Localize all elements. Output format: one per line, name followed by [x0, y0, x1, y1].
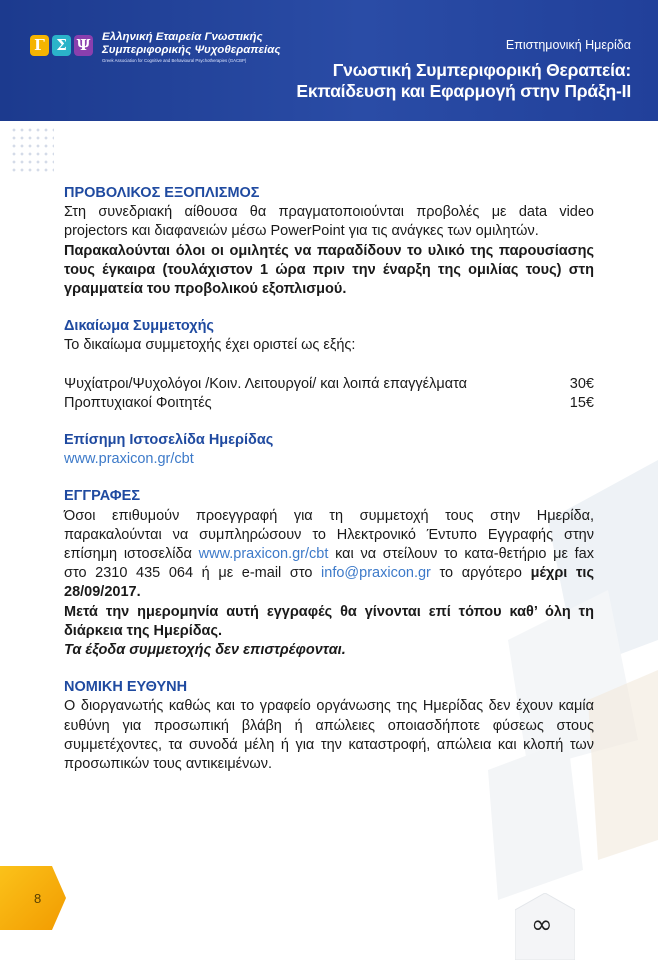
- page-content: [64, 184, 594, 792]
- spacer: [64, 356, 594, 375]
- logo-letter-gamma: Γ: [30, 35, 49, 56]
- org-name-english: Greek Association for Cognitive and Behavioural Psychotherapies (GACBP): [102, 58, 247, 63]
- website-heading: Επίσημη Ιστοσελίδα Ημερίδας: [64, 432, 274, 449]
- decorative-dot-grid: [10, 126, 54, 174]
- registration-text-part1: Όσοι επιθυμούν προεγγραφή για τη συμμετοχή τους στην Ημερίδα, παρακαλούνται να συμπληρώσουν το Ηλεκτρονικό Έντυπο Εγγραφής στην επίσημη ιστοσελίδα: [64, 507, 594, 563]
- event-title-line2: Εκπαίδευση και Εφαρμογή στην Πράξη-ΙΙ: [296, 81, 631, 101]
- registration-text-part3: το αργότερο: [430, 565, 531, 582]
- page-number: 8: [34, 891, 42, 906]
- logo-letter-sigma: Σ: [52, 35, 71, 56]
- fee-amount: 30€: [569, 375, 594, 392]
- registration-email-link[interactable]: info@praxicon.gr: [321, 565, 431, 582]
- org-name-line1: Ελληνική Εταιρεία Γνωστικής: [102, 31, 263, 43]
- page-tab-shape: [0, 866, 66, 930]
- registration-text-part2: και να στείλουν το κατα-θετήριο με fax στο 2310 435 064 ή με e-mail στο: [64, 546, 594, 582]
- projection-text: Στη συνεδριακή αίθουσα θα πραγματοποιούνται προβολές με data video projectors και διαφανειών μέσω PowerPoint για τις ανάγκες των ομιλητών.: [64, 204, 594, 240]
- fee-amount: 15€: [569, 394, 594, 411]
- event-type: Επιστημονική Ημερίδα: [505, 38, 631, 52]
- fee-row: [64, 394, 594, 413]
- registration-text: [64, 507, 594, 603]
- liability-heading: ΝΟΜΙΚΗ ΕΥΘΥΝΗ: [64, 679, 188, 696]
- registration-deadline: μέχρι τις 28/09/2017.: [64, 565, 594, 601]
- registration-heading: ΕΓΓΡΑΦΕΣ: [64, 488, 141, 505]
- organization-logo: [30, 35, 93, 56]
- org-name-line2: Συμπεριφορικής Ψυχοθεραπείας: [102, 44, 281, 56]
- event-heading: [296, 38, 631, 102]
- section-registration: [64, 487, 594, 660]
- section-website: [64, 431, 594, 469]
- projection-bold-text: Παρακαλούνται όλοι οι ομιλητές να παραδίδουν το υλικό της παρουσίασης τους έγκαιρα (τουλάχιστον 1 ώρα πριν την έναρξη της ομιλίας τους) στη γραμματεία του προβολικού εξοπλισμού.: [64, 242, 594, 298]
- registration-website-link[interactable]: www.praxicon.gr/cbt: [198, 546, 329, 563]
- page-number-tab: [0, 866, 66, 930]
- website-link[interactable]: www.praxicon.gr/cbt: [64, 451, 194, 468]
- organization-name: [102, 31, 280, 64]
- section-fees: [64, 317, 594, 413]
- liability-text: Ο διοργανωτής καθώς και το γραφείο οργάνωσης της Ημερίδας δεν έχουν καμία ευθύνη για προσωπική βλάβη ή απώλειες οποιασδήποτε φύσεως στους συμμετέχοντες, τα συνοδά μέλη ή για την καταστροφή, απώλεια και κλοπή των προσωπικών τους αντικειμένων.: [64, 698, 594, 773]
- section-projection: [64, 184, 594, 299]
- section-liability: [64, 678, 594, 774]
- fee-label: Ψυχίατροι/Ψυχολόγοι /Κοιν. Λειτουργοί/ και λοιπά επαγγέλματα: [64, 375, 468, 392]
- fees-intro: Το δικαίωμα συμμετοχής έχει οριστεί ως εξής:: [64, 337, 356, 354]
- infinity-icon: ∞: [531, 910, 553, 940]
- registration-italic-note: Τα έξοδα συμμετοχής δεν επιστρέφονται.: [64, 642, 346, 659]
- event-title-line1: Γνωστική Συμπεριφορική Θεραπεία:: [332, 60, 631, 80]
- fees-heading: Δικαίωμα Συμμετοχής: [64, 318, 214, 335]
- registration-bold-note: Μετά την ημερομηνία αυτή εγγραφές θα γίνονται επί τόπου καθ’ όλη τη διάρκεια της Ημερίδας.: [64, 603, 594, 639]
- page-header: [0, 0, 658, 121]
- projection-heading: ΠΡΟΒΟΛΙΚΟΣ ΕΞΟΠΛΙΣΜΟΣ: [64, 185, 260, 201]
- fee-label: Προπτυχιακοί Φοιτητές: [64, 394, 212, 411]
- logo-letter-psi: Ψ: [74, 35, 93, 56]
- decor-shape-3: [588, 670, 658, 860]
- fee-row: [64, 375, 594, 394]
